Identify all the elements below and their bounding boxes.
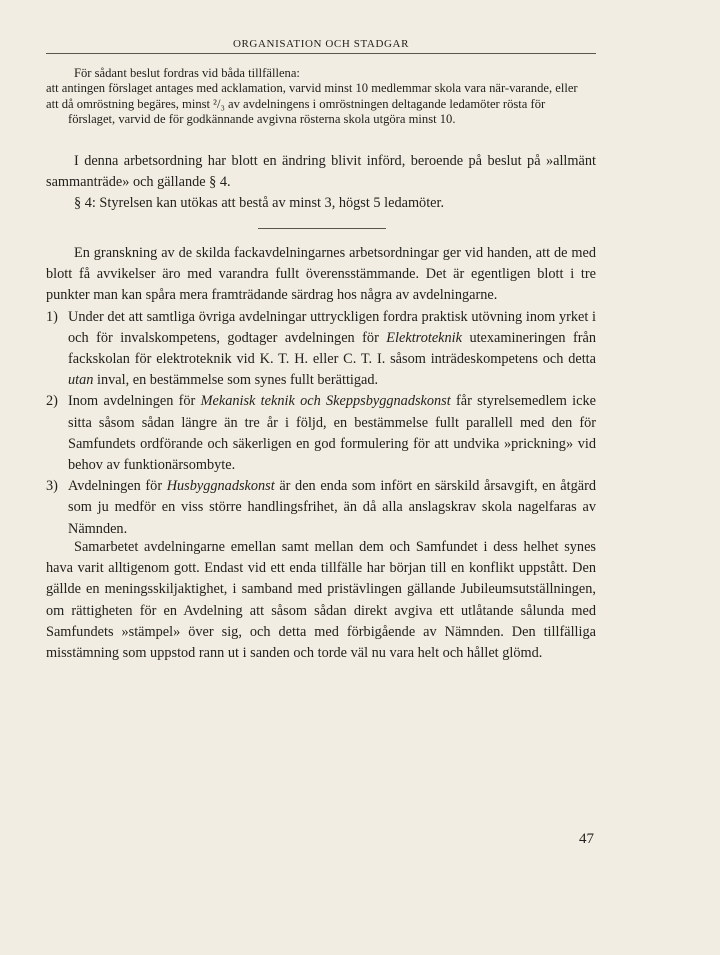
rules-clause-2: att då omröstning begäres, minst ²/₃ av avdelningens i omröstningen deltagande ledamöter rösta för förslaget, varvid de för godkännande avgivna rösterna skola utgöra minst 10. (46, 96, 546, 127)
department-name: Mekanisk teknik och Skeppsbyggnadskonst (200, 393, 451, 410)
rules-clause-1: att antingen förslaget antages med acklamation, varvid minst 10 medlemmar skola vara när-varande, eller (46, 81, 578, 96)
cooperation-section (46, 537, 596, 664)
section-4-paragraph: § 4: Styrelsen kan utökas att bestå av minst 3, högst 5 ledamöter. (74, 195, 445, 212)
department-name: Elektroteknik (386, 329, 462, 346)
header-rule (46, 53, 596, 54)
rules-block (46, 66, 594, 128)
amendment-section (46, 151, 596, 215)
list-text: Under det att samtliga övriga avdelningar uttryckligen fordra praktisk utövning inom yrket i och för invalskompetens, godtager avdelningen för Elektroteknik utexamineringen från fackskolan för elektroteknik vid K. T. H. eller C. T. I. såsom inträdeskompetens och detta utan inval, en bestämmelse som synes fullt berättigad. (68, 308, 596, 389)
list-text: Avdelningen för Husbyggnadskonst är den enda som infört en särskild årsavgift, en åtgärd som ju medför en viss större handlingsfrihet, än då alla anslagskrav skola nagelfaras av Nämnden. (68, 478, 597, 537)
running-head: ORGANISATION OCH STADGAR (232, 38, 410, 50)
review-section (46, 243, 596, 540)
list-item (46, 307, 596, 392)
list-number: 3) (46, 478, 58, 495)
list-number: 2) (46, 393, 58, 410)
list-number: 1) (46, 308, 58, 325)
rules-intro: För sådant beslut fordras vid båda tillfällena: (74, 66, 300, 80)
review-intro: En granskning av de skilda fackavdelningarnes arbetsordningar ger vid handen, att de med blott få avvikelser äro med varandra fullt överensstämmande. Det är egentligen blott i tre punkter man kan spåra mera framträdande särdrag hos några av avdelningarne. (46, 245, 596, 304)
cooperation-paragraph: Samarbetet avdelningarne emellan samt mellan dem och Samfundet i dess helhet synes hava varit alltigenom gott. Endast vid ett enda tillfälle har början till en konflikt uppstått. Den gällde en meningsskiljaktighet, i samband med pristävlingen gällande Jubileumsutställningen, om rättigheten för en Avdelning att såsom sådan direkt avgiva ett utlåtande sålunda med Samfundets »stämpel» över sig, och detta med förbigående av Nämnden. Den tillfälliga misstämning som uppstod rann ut i sanden och torde väl nu vara helt och hållet glömd. (46, 539, 596, 662)
page-number: 47 (579, 831, 594, 847)
list-item (46, 476, 596, 540)
department-name: Husbyggnadskonst (166, 478, 275, 495)
emphasis: utan (68, 372, 94, 389)
list-item (46, 391, 596, 476)
section-divider (258, 228, 386, 229)
amendment-paragraph: I denna arbetsordning har blott en ändring blivit införd, beroende på beslut på »allmänt sammanträde» och gällande § 4. (46, 153, 596, 191)
list-text: Inom avdelningen för Mekanisk teknik och Skeppsbyggnadskonst får styrelsemedlem icke sitta såsom sådan längre än tre år i följd, en bestämmelse fullt parallell med den för Samfundets ordförande och säkerligen en god formulering för att undvika »prickning» vid behov av funktionärsombyte. (68, 393, 596, 474)
